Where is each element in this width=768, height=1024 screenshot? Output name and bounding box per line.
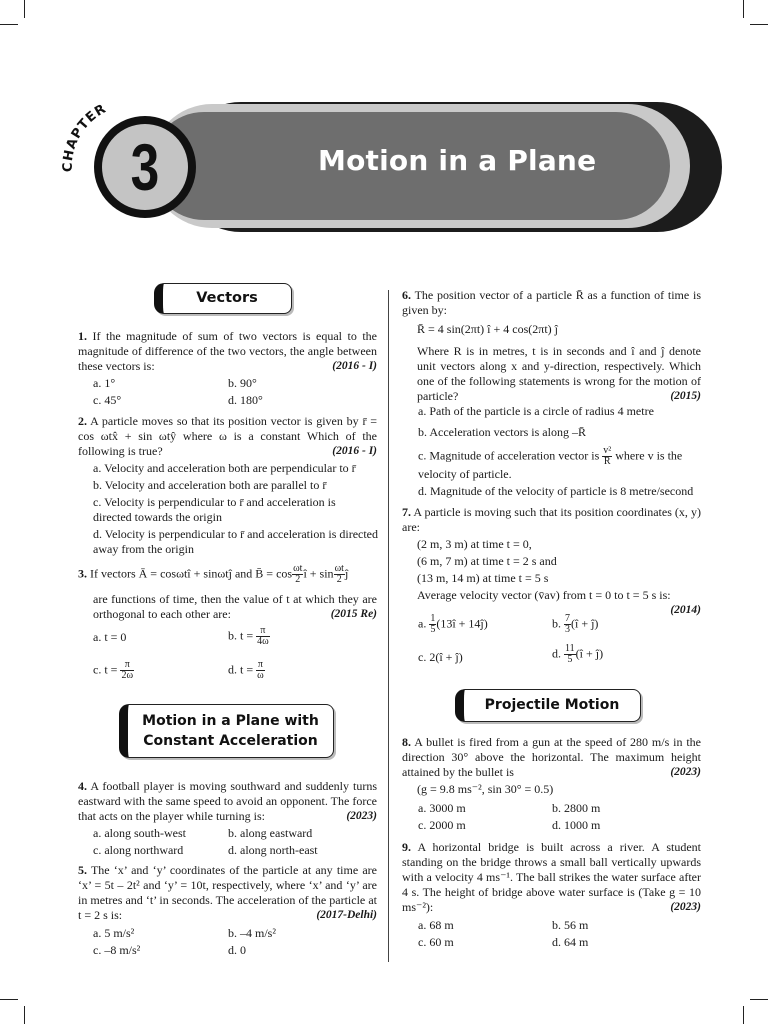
question-9: 9. A horizontal bridge is built across a river. A student standing on the bridge throws a small ball vertically upwards with a velocity 4 ms⁻¹. The ball strikes the water surface after 4 s. The height of bridge above water surface is (Take g = 10 ms⁻²): (2023): [402, 840, 701, 914]
question-7: 7. A particle is moving such that its position coordinates (x, y) are:: [402, 505, 701, 534]
q1-option-a[interactable]: a. 1°: [93, 376, 116, 390]
crop-mark: [743, 0, 744, 18]
q3-option-c[interactable]: c. t = $\frac{\pi}{2\omega}$: [93, 659, 134, 681]
q9-option-b[interactable]: b. 56 m: [552, 918, 589, 932]
crop-mark: [743, 1006, 744, 1024]
q4-option-c[interactable]: c. along northward: [93, 843, 184, 857]
q1-option-d[interactable]: d. 180°: [228, 393, 263, 407]
q2-option-d[interactable]: d. Velocity is perpendicular to r̄ and acceleration is directed away from the origin: [93, 527, 378, 556]
question-6: 6. The position vector of a particle R̄ as a function of time is given by:: [402, 288, 701, 317]
svg-text:CHAPTER: CHAPTER: [60, 101, 110, 173]
q3-option-d[interactable]: d. t = $\frac{\pi}{\omega}$: [228, 659, 264, 681]
q4-option-b[interactable]: b. along eastward: [228, 826, 313, 840]
question-6-body: Where R is in metres, t is in seconds and î and ĵ denote unit vectors along x and y-direction, respectively. Which one of the following statements is wrong for the motion of particle? (2015): [417, 344, 701, 403]
q5-option-d[interactable]: d. 0: [228, 943, 246, 957]
q7-line-3: (13 m, 14 m) at time t = 5 s: [417, 571, 549, 585]
q5-option-b[interactable]: b. –4 m/s²: [228, 926, 276, 940]
q7-option-a[interactable]: a. $\frac{1}{5}$ (13î + 14ĵ): [418, 613, 488, 635]
question-2: 2. A particle moves so that its position vector is given by r̄ = cos ωtx̂ + sin ωtŷ where ω is a constant Which of the following is true? (2016 - I): [78, 414, 378, 458]
question-5: 5. The ‘x’ and ‘y’ coordinates of the particle at any time are ‘x’ = 5t – 2t² and ‘y’ = 10t, respectively, where ‘x’ and ‘y’ are in metres and ‘t’ in seconds. The acceleration of the particle at t = 2 s is: (2017-Delhi): [78, 863, 377, 922]
question-8: 8. A bullet is fired from a gun at the speed of 280 m/s in the direction 30° above the horizontal. The maximum height attained by the bullet is (2023): [402, 735, 701, 779]
q7-option-d[interactable]: d. $\frac{11}{5}$ (î + ĵ): [552, 643, 604, 665]
q2-option-c[interactable]: c. Velocity is perpendicular to r̄ and acceleration is directed towards the origin: [93, 495, 336, 524]
crop-mark: [750, 24, 768, 25]
q4-option-d[interactable]: d. along north-east: [228, 843, 318, 857]
section-heading-vectors: Vectors: [154, 283, 292, 314]
q2-option-b[interactable]: b. Velocity and acceleration both are parallel to r̄: [93, 478, 327, 492]
q9-option-c[interactable]: c. 60 m: [418, 935, 454, 949]
q8-given: (g = 9.8 ms⁻², sin 30° = 0.5): [417, 782, 554, 796]
q7-option-b[interactable]: b. $\frac{7}{3}$ (î + ĵ): [552, 613, 599, 635]
crop-mark: [24, 1006, 25, 1024]
q8-option-b[interactable]: b. 2800 m: [552, 801, 601, 815]
q7-line-4: Average velocity vector (v̄av) from t = 0 to t = 5 s is: (2014): [417, 588, 701, 616]
q7-option-c[interactable]: c. 2(î + ĵ): [418, 650, 463, 664]
q5-option-c[interactable]: c. –8 m/s²: [93, 943, 141, 957]
q1-option-c[interactable]: c. 45°: [93, 393, 122, 407]
q7-line-1: (2 m, 3 m) at time t = 0,: [417, 537, 532, 551]
q6-option-d[interactable]: d. Magnitude of the velocity of particle is 8 metre/second: [418, 484, 694, 498]
q6-option-b[interactable]: b. Acceleration vectors is along –R̄: [418, 425, 586, 439]
q9-option-a[interactable]: a. 68 m: [418, 918, 454, 932]
q8-option-c[interactable]: c. 2000 m: [418, 818, 466, 832]
q9-option-d[interactable]: d. 64 m: [552, 935, 589, 949]
q3-fraction: $\frac{\omega t}{2}$: [334, 563, 344, 585]
q8-option-d[interactable]: d. 1000 m: [552, 818, 601, 832]
q6-option-c[interactable]: c. Magnitude of acceleration vector is $\frac{\text{v²}}{R}$ where v is the velocity of particle.: [418, 445, 683, 481]
q5-option-a[interactable]: a. 5 m/s²: [93, 926, 135, 940]
q6-option-a[interactable]: a. Path of the particle is a circle of radius 4 metre: [418, 404, 654, 418]
section-heading-constant-acceleration: Motion in a Plane with Constant Acceleration: [119, 704, 334, 758]
q1-option-b[interactable]: b. 90°: [228, 376, 257, 390]
q3-option-a[interactable]: a. t = 0: [93, 630, 127, 644]
question-3: 3. If vectors Ā = cosωtî + sinωtĵ and B̄ = cos $\frac{\omega t}{2}$ î + sin $\frac{\omega t}{2}$ ĵ: [78, 563, 349, 585]
crop-mark: [0, 999, 18, 1000]
chapter-title: Motion in a Plane: [318, 144, 597, 177]
q7-line-2: (6 m, 7 m) at time t = 2 s and: [417, 554, 557, 568]
q3-option-b[interactable]: b. t = $\frac{\pi}{4\omega}$: [228, 625, 269, 647]
question-4: 4. A football player is moving southward and suddenly turns eastward with the same speed to avoid an opponent. The force that acts on the player while turning is: (2023): [78, 779, 377, 823]
crop-mark: [0, 24, 18, 25]
q3-fraction: $\frac{\omega t}{2}$: [293, 563, 303, 585]
q8-option-a[interactable]: a. 3000 m: [418, 801, 466, 815]
q6-equation: R̄ = 4 sin(2πt) î + 4 cos(2πt) ĵ: [417, 322, 558, 336]
chapter-number: 3: [130, 130, 160, 204]
crop-mark: [750, 999, 768, 1000]
question-1: 1. If the magnitude of sum of two vectors is equal to the magnitude of difference of the two vectors, the angle between these vectors is: (2016 - I): [78, 329, 377, 373]
section-heading-projectile: Projectile Motion: [455, 689, 641, 722]
q4-option-a[interactable]: a. along south-west: [93, 826, 186, 840]
crop-mark: [24, 0, 25, 18]
q2-option-a[interactable]: a. Velocity and acceleration both are perpendicular to r̄: [93, 461, 356, 475]
column-divider: [388, 290, 389, 962]
question-3-body: are functions of time, then the value of t at which they are orthogonal to each other are: (2015 Re): [93, 592, 377, 621]
